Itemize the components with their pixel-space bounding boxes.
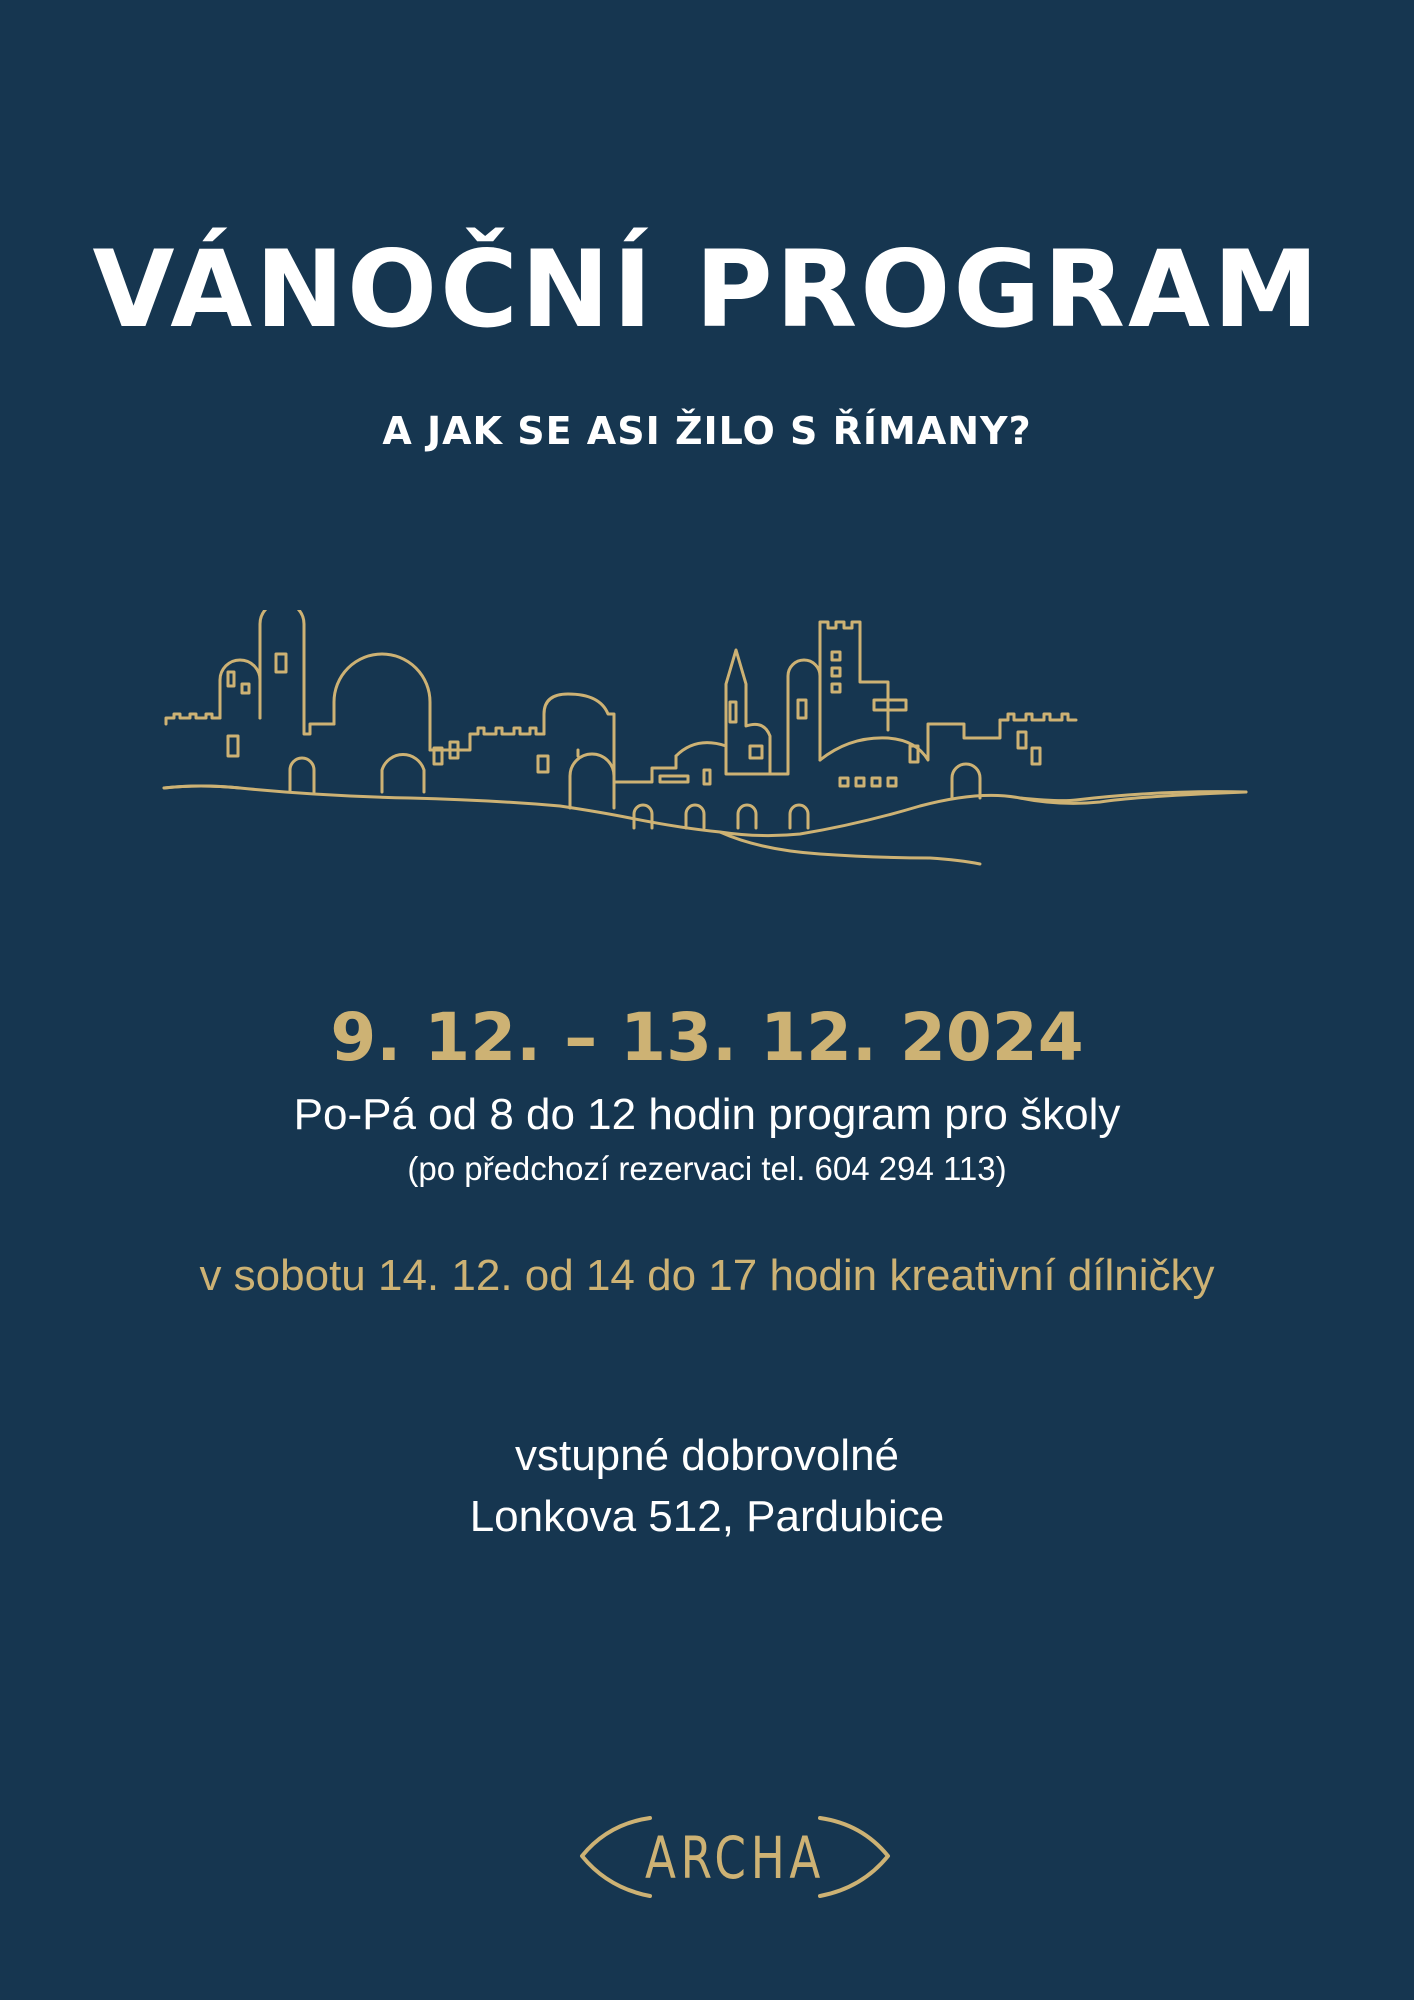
archa-logo	[578, 1812, 892, 1904]
weekday-program: Po-Pá od 8 do 12 hodin program pro školy	[293, 1090, 1121, 1139]
saturday-program: v sobotu 14. 12. od 14 do 17 hodin kreativní dílničky	[199, 1251, 1215, 1300]
city-skyline-icon	[160, 610, 1260, 890]
logo-text: ARCHA	[644, 1824, 826, 1892]
subtitle: A JAK SE ASI ŽILO S ŘÍMANY?	[382, 409, 1032, 453]
admission-info: vstupné dobrovolné	[514, 1431, 900, 1480]
page-title: VÁNOČNÍ PROGRAM	[92, 228, 1322, 351]
event-dates: 9. 12. – 13. 12. 2024	[330, 999, 1084, 1076]
reservation-note: (po předchozí rezervaci tel. 604 294 113)	[407, 1150, 1007, 1187]
address-info: Lonkova 512, Pardubice	[469, 1492, 945, 1541]
